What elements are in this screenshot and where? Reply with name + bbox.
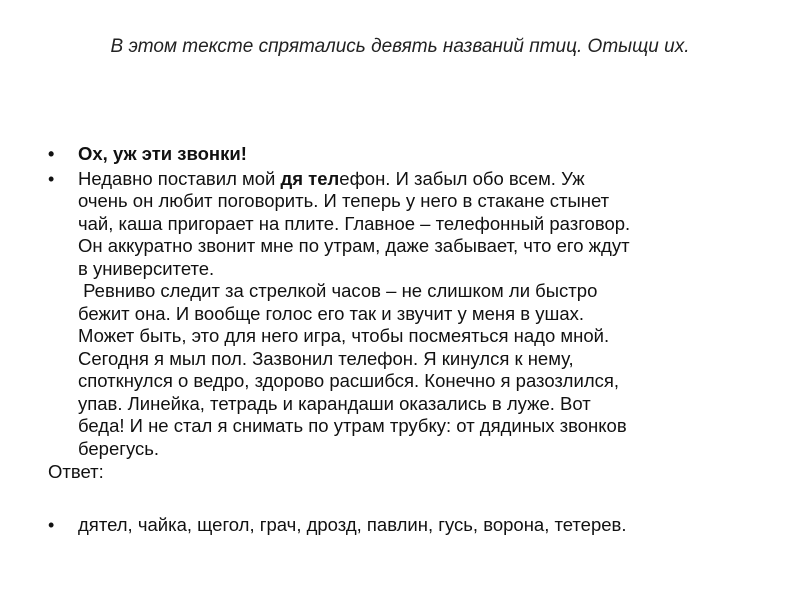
story-line-1-after: ефон. И забыл обо всем. Уж — [339, 167, 585, 189]
slide-content — [44, 143, 764, 536]
story-line-1-before: Недавно поставил мой — [78, 167, 281, 189]
story-line-9: Сегодня я мыл пол. Зазвонил телефон. Я кинулся к нему, — [78, 347, 574, 369]
answer-label: Ответ: — [48, 461, 104, 482]
hidden-bird-highlight: дя тел — [280, 167, 340, 189]
answer-text: дятел, чайка, щегол, грач, дрозд, павлин, гусь, ворона, тетерев. — [78, 513, 627, 535]
story-line-10: споткнулся о ведро, здорово расшибся. Конечно я разозлился, — [78, 370, 620, 391]
slide-title: В этом тексте спрятались девять названий птиц. Отыщи их. — [110, 36, 690, 57]
answer-bullet-item — [44, 514, 764, 537]
story-line-1 — [78, 168, 764, 191]
story-line-2: очень он любит поговорить. И теперь у него в стакане стынет — [78, 190, 610, 211]
story-line-11: упав. Линейка, тетрадь и карандаши оказались в луже. Вот — [78, 392, 591, 414]
story-line-6: Ревниво следит за стрелкой часов – не слишком ли быстро — [78, 280, 598, 301]
bullet-icon: • — [48, 144, 55, 164]
story-line-5: в университете. — [78, 257, 215, 279]
bullet-icon: • — [48, 514, 55, 535]
story-line-7: бежит она. И вообще голос его так и звучит у меня в ушах. — [78, 302, 585, 324]
heading-bullet-item — [44, 143, 764, 166]
story-line-3: чай, каша пригорает на плите. Главное – телефонный разговор. — [78, 212, 631, 234]
story-bullet-item — [44, 168, 764, 461]
story-line-12: беда! И не стал я снимать по утрам трубку: от дядиных звонков — [78, 415, 627, 436]
story-line-4: Он аккуратно звонит мне по утрам, даже забывает, что его ждут — [78, 235, 630, 256]
story-line-13: берегусь. — [78, 437, 160, 459]
bullet-icon: • — [48, 168, 55, 189]
heading-bullet-text: Ох, уж эти звонки! — [78, 143, 247, 164]
story-line-8: Может быть, это для него игра, чтобы посмеяться надо мной. — [78, 325, 610, 346]
